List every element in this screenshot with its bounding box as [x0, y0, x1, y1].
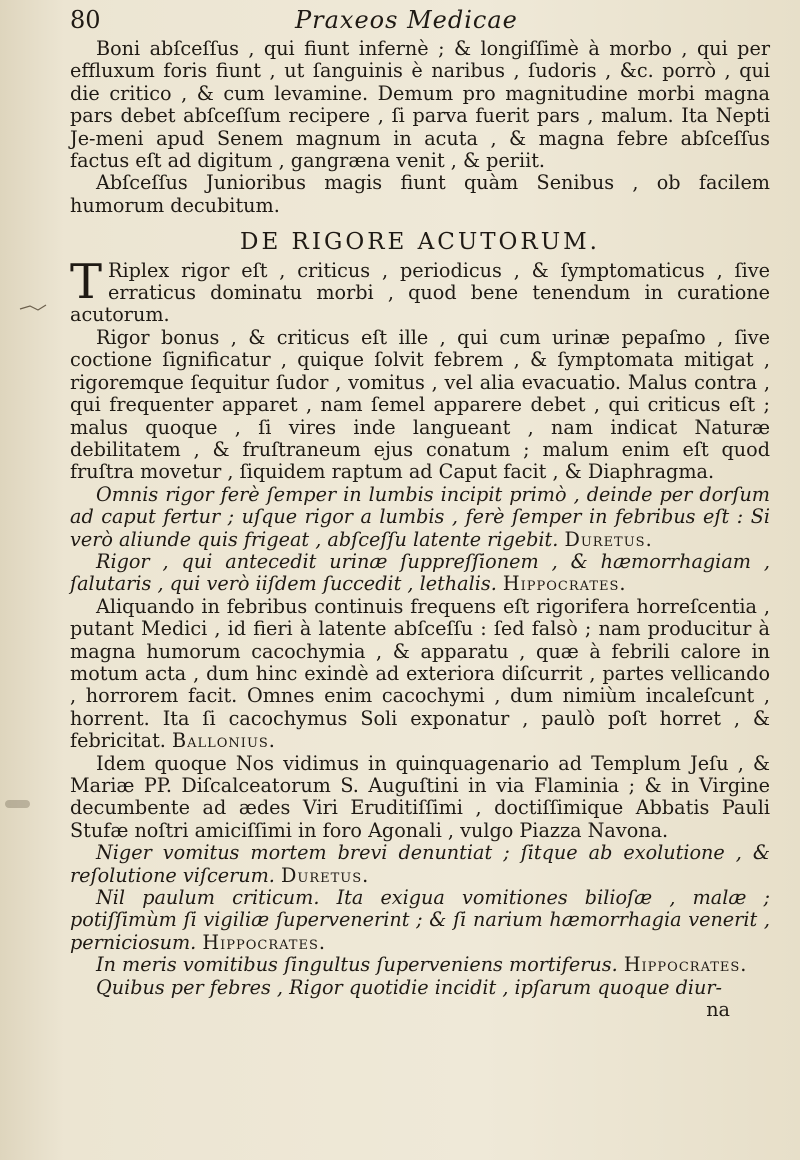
quote-nil [70, 887, 770, 954]
quote-in-meris [70, 954, 770, 976]
quote-nil-source: Hippocrates. [202, 930, 326, 954]
paragraph-triplex-text: Riplex rigor eſt , criticus , periodicus , & ſymptomaticus , ſive erraticus dominatu morbi , quod bene tenendum in curatione acutorum. [70, 258, 770, 327]
quote-rigor-text: Rigor , qui antecedit urinæ ſuppreſſionem , & hæmorrhagiam , ſalutaris , qui verò iiſdem ſuccedit , lethalis. [70, 549, 770, 596]
catchword: na [706, 998, 730, 1022]
paragraph-rigor-bonus: Rigor bonus , & criticus eſt ille , qui cum urinæ pepaſmo , ſive coctione ſignificatur , quique ſolvit febrem , & ſymptomata mitigat , rigoremque ſequitur ſudor , vomitus , vel alia evacuatio. Malus contra , qui frequenter apparet , nam ſemel apparere debet , qui criticus eſt ; malus quoque , ſi vires inde langueant , nam indicat Naturæ debilitatem , & fruſtraneum ejus conatum ; malum enim eſt quod fruſtra movetur , ſiquidem raptum ad Caput facit , & Diaphragma. [70, 325, 770, 484]
drop-cap: T [70, 253, 103, 310]
paragraph-idem: Idem quoque Nos vidimus in quinquagenario ad Templum Jeſu , & Mariæ PP. Diſcalceatorum S. Auguſtini in via Flaminia ; & in Virgine decumbente ad ædes Viri Eruditiſſimi , doctiſſimique Abbatis Pauli Stufæ noſtri amiciſſimi in foro Agonali , vulgo Piazza Navona. [70, 751, 770, 842]
margin-mark-icon [18, 300, 48, 314]
quote-rigor-source: Hippocrates. [502, 572, 627, 596]
running-title: Praxeos Medicae [295, 6, 518, 34]
quote-in-meris-source: Hippocrates. [623, 953, 748, 977]
paragraph-aliquando-source: Ballonius. [172, 729, 276, 753]
quote-omnis-source: Duretus. [564, 527, 653, 551]
quote-omnis-text: Omnis rigor ferè ſemper in lumbis incipit primò , deinde per dorſum ad caput fertur ; uſque rigor a lumbis , ferè ſemper in febribus eſt : Si verò aliunde quis frigeat , abſceſſu latente rigebit. [70, 482, 770, 551]
paragraph-boni: Boni abſceſſus , qui fiunt infernè ; & longiſſimè à morbo , qui per effluxum foris fiunt , ut ſanguinis è naribus , ſudoris , &c. porrò , qui die critico , & cum levamine. Demum pro magnitudine morbi magna pars debet abſceſſum recipere , ſi parva fuerit pars , malum. Ita Nepti Je-meni apud Senem magnum in acuta , & magna febre abſceſſus factus eſt ad digitum , gangræna venit , & periit. [70, 37, 770, 173]
quote-in-meris-text: In meris vomitibus ſingultus ſuperveniens mortiferus. [96, 953, 618, 977]
page-header [70, 6, 770, 40]
paragraph-quibus: Quibus per febres , Rigor quotidie incidit , ipſarum quoque diur- [96, 975, 723, 999]
paragraph-abscessus: Abſceſſus Junioribus magis fiunt quàm Senibus , ob facilem humorum decubitum. [70, 171, 770, 217]
quote-niger-text: Niger vomitus mortem brevi denuntiat ; ſitque ab exolutione , & reſolutione viſcerum. [70, 841, 770, 887]
quote-nil-text: Nil paulum criticum. Ita exigua vomitiones bilioſæ , malæ ; potiſſimùm ſi vigiliæ ſupervenerint ; & ſi narium hæmorrhagia venerit , perniciosum. [70, 886, 770, 954]
paragraph-triplex [70, 253, 770, 327]
paragraph-aliquando [70, 596, 770, 753]
quote-niger-source: Duretus. [281, 863, 370, 887]
quote-niger [70, 842, 770, 887]
quote-rigor [70, 551, 770, 596]
quote-omnis [70, 484, 770, 551]
page-number: 80 [70, 6, 101, 34]
paragraph-aliquando-text: Aliquando in febribus continuis frequens eſt rigorifera horreſcentia , putant Medici , id fieri à latente abſceſſu : ſed falsò ; nam producitur à magna humorum cacochymia , & apparatu , quæ à febrili calore in motum acta , dum hinc exindè ad exteriora diſcurrit , partes vellicando , horrorem facit. Omnes enim cacochymi , dum nimiùm incaleſcunt , horrent. Ita ſi cacochymus Soli exponatur , paulò poſt horret , & febricitat. [70, 594, 770, 753]
section-heading: DE RIGORE ACUTORUM. [240, 229, 600, 256]
body-text [70, 38, 770, 1021]
ink-smudge [5, 800, 30, 808]
